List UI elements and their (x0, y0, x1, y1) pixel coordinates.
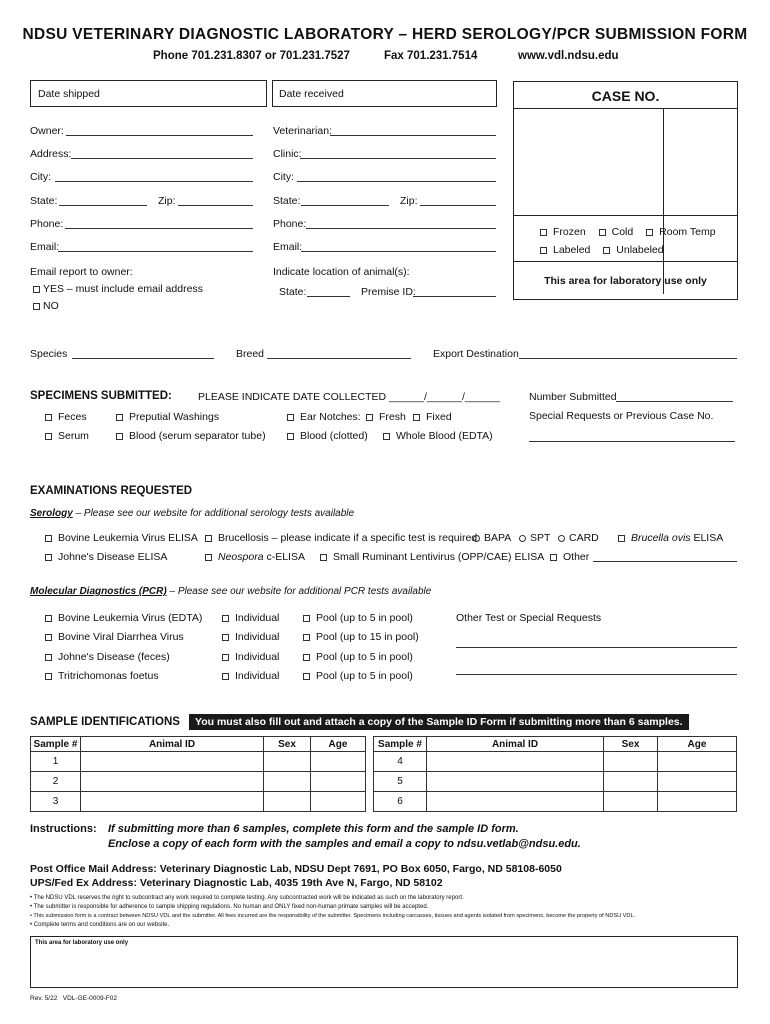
cold-label: Cold (611, 226, 634, 238)
owner-input[interactable] (66, 135, 253, 136)
feces-label: Feces (58, 411, 87, 423)
vet-state-input[interactable] (301, 205, 389, 206)
number-submitted-label: Number Submitted (529, 391, 617, 403)
individual-option (222, 612, 279, 624)
divider (514, 215, 737, 216)
samples-heading: SAMPLE IDENTIFICATIONS (30, 716, 180, 728)
brucella-ovis-label: Brucella ovis (631, 532, 691, 544)
vet-city-label: City: (273, 171, 294, 183)
frozen-label: Frozen (553, 226, 586, 238)
preputial-checkbox[interactable] (116, 414, 123, 421)
vet-zip-label: Zip: (400, 195, 418, 207)
serum-option (45, 430, 89, 442)
card-label: CARD (569, 532, 599, 544)
blv-elisa-option (45, 532, 198, 544)
feces-checkbox[interactable] (45, 414, 52, 421)
age-cell[interactable] (658, 792, 737, 812)
age-cell[interactable] (311, 772, 366, 792)
pcr-label: Molecular Diagnostics (PCR) (30, 586, 167, 597)
ear-notches-option (287, 411, 361, 423)
veterinarian-input[interactable] (330, 135, 496, 136)
preputial-label: Preputial Washings (129, 411, 220, 423)
pcr-note: – Please see our website for additional PCR tests available (166, 586, 432, 597)
form-title: NDSU VETERINARY DIAGNOSTIC LABORATORY – HERD SEROLOGY/PCR SUBMISSION FORM (22, 26, 748, 43)
owner-label: Owner: (30, 125, 64, 137)
unlabeled-label: Unlabeled (616, 244, 664, 256)
blood-sep-checkbox[interactable] (116, 433, 123, 440)
c-elisa-label: c-ELISA (266, 551, 305, 563)
srlv-option (320, 551, 544, 563)
labeled-checkbox[interactable] (540, 247, 547, 254)
blood-clotted-option (287, 430, 368, 442)
ups-address: UPS/Fed Ex Address: Veterinary Diagnostic Lab, 4035 19th Ave N, Fargo, ND 58102 (30, 877, 443, 889)
blood-sep-option (116, 430, 266, 442)
export-input[interactable] (519, 358, 737, 359)
city-label: City: (30, 171, 51, 183)
date-shipped-field[interactable] (30, 80, 267, 107)
pcr-test-option (45, 651, 170, 663)
pool-option (303, 631, 419, 643)
labeled-label: Labeled (553, 244, 591, 256)
clinic-label: Clinic: (273, 148, 302, 160)
zip-label: Zip: (158, 195, 176, 207)
vet-email-label: Email: (273, 241, 303, 253)
room-temp-checkbox[interactable] (646, 229, 653, 236)
fax-number: Fax 701.231.7514 (384, 50, 478, 62)
frozen-checkbox[interactable] (540, 229, 547, 236)
other-serology-label: Other (563, 551, 590, 563)
fixed-checkbox[interactable] (413, 414, 420, 421)
individual-label: Individual (235, 612, 280, 624)
pool-label: Pool (up to 5 in pool) (316, 670, 413, 682)
serology-note: – Please see our website for additional serology tests available (72, 508, 355, 519)
other-test-label: Other Test or Special Requests (456, 612, 602, 624)
table-row (31, 772, 366, 792)
individual-checkbox[interactable] (222, 615, 229, 622)
phone-numbers: Phone 701.231.8307 or 701.231.7527 (153, 50, 350, 62)
other-serology-option (550, 551, 589, 563)
pcr-test-label: Bovine Leukemia Virus (EDTA) (58, 612, 203, 624)
individual-label: Individual (235, 670, 280, 682)
individual-option (222, 651, 279, 663)
neospora-checkbox[interactable] (205, 554, 212, 561)
bapa-radio[interactable] (473, 535, 480, 542)
srlv-label: Small Ruminant Lentivirus (OPP/CAE) ELISA (333, 551, 545, 563)
premise-id-input[interactable] (413, 296, 496, 297)
fixed-option (413, 411, 452, 423)
form-code: VDL-GE-0009-F02 (62, 995, 117, 1002)
pool-checkbox[interactable] (303, 634, 310, 641)
blv-elisa-checkbox[interactable] (45, 535, 52, 542)
date-received-field[interactable] (272, 80, 497, 107)
serum-checkbox[interactable] (45, 433, 52, 440)
sex-cell[interactable] (604, 772, 658, 792)
unlabeled-checkbox[interactable] (603, 247, 610, 254)
pcr-test-checkbox[interactable] (45, 673, 52, 680)
phone-input[interactable] (65, 228, 253, 229)
export-label: Export Destination (433, 348, 519, 360)
label-options (540, 244, 664, 256)
individual-checkbox[interactable] (222, 634, 229, 641)
neospora-label: Neospora (218, 551, 264, 563)
serology-line (30, 508, 354, 519)
sample-number: 4 (374, 752, 427, 772)
lab-use-box (30, 936, 738, 988)
email-report-label: Email report to owner: (30, 266, 133, 278)
table-row (374, 752, 737, 772)
spt-option (519, 532, 550, 544)
loc-state-input[interactable] (307, 296, 350, 297)
cold-checkbox[interactable] (599, 229, 606, 236)
col-header: Sex (264, 737, 311, 752)
pool-option (303, 612, 413, 624)
specimens-heading: SPECIMENS SUBMITTED: (30, 390, 172, 402)
email-yes-option (33, 283, 203, 295)
sex-cell[interactable] (264, 752, 311, 772)
species-input[interactable] (72, 358, 214, 359)
card-option (558, 532, 599, 544)
email-no-checkbox[interactable] (33, 303, 40, 310)
brucellosis-label: Brucellosis – please indicate if a specific test is required: (218, 532, 481, 544)
revision-date: Rev. 5/22 (30, 995, 58, 1002)
sex-cell[interactable] (264, 792, 311, 812)
sex-cell[interactable] (604, 792, 658, 812)
vet-phone-label: Phone: (273, 218, 307, 230)
col-header: Age (311, 737, 366, 752)
table-row (31, 792, 366, 812)
address-label: Address: (30, 148, 72, 160)
sample-number: 5 (374, 772, 427, 792)
table-row (31, 752, 366, 772)
location-label: Indicate location of animal(s): (273, 266, 410, 278)
pool-option (303, 651, 413, 663)
feces-option (45, 411, 87, 423)
spt-radio[interactable] (519, 535, 526, 542)
animal-id-cell[interactable] (427, 772, 604, 792)
premise-id-label: Premise ID: (361, 286, 416, 298)
neospora-option (205, 551, 305, 563)
sample-form-banner: You must also fill out and attach a copy of the Sample ID Form if submitting more than 6 samples. (189, 714, 689, 730)
fresh-label: Fresh (379, 411, 406, 423)
table-row (374, 792, 737, 812)
col-header: Animal ID (427, 737, 604, 752)
number-submitted-input[interactable] (616, 401, 733, 402)
vet-phone-input[interactable] (306, 228, 496, 229)
breed-input[interactable] (267, 358, 411, 359)
breed-label: Breed (236, 348, 265, 360)
email-input[interactable] (58, 251, 253, 252)
email-label: Email: (30, 241, 60, 253)
card-radio[interactable] (558, 535, 565, 542)
vet-state-label: State: (273, 195, 301, 207)
bapa-option (473, 532, 511, 544)
special-requests-label: Special Requests or Previous Case No. (529, 410, 714, 422)
preputial-option (116, 411, 219, 423)
col-header: Age (658, 737, 737, 752)
col-header: Sex (604, 737, 658, 752)
col-header: Animal ID (81, 737, 264, 752)
whole-blood-label: Whole Blood (EDTA) (396, 430, 493, 442)
date-received-label: Date received (279, 88, 344, 100)
pcr-test-label: Bovine Viral Diarrhea Virus (58, 631, 184, 643)
pcr-test-option (45, 631, 184, 643)
case-number-box (513, 81, 738, 300)
species-label: Species (30, 348, 68, 360)
note-item: • The submitter is responsible for adherence to sample shipping regulations. No human and ONLY fixed non-human primate samples will be accepted. (30, 904, 429, 910)
brucella-ovis-checkbox[interactable] (618, 535, 625, 542)
email-no-option (33, 300, 59, 312)
individual-label: Individual (235, 631, 280, 643)
animal-id-cell[interactable] (81, 772, 264, 792)
sample-number: 6 (374, 792, 427, 812)
lab-use-box-label: This area for laboratory use only (35, 940, 129, 946)
temperature-options (540, 226, 716, 238)
divider (514, 108, 737, 109)
individual-option (222, 631, 279, 643)
sample-table-right (373, 736, 737, 812)
age-cell[interactable] (658, 772, 737, 792)
phone-label: Phone: (30, 218, 64, 230)
vet-zip-input[interactable] (420, 205, 496, 206)
brucella-ovis-option (618, 532, 723, 544)
serology-label: Serology (30, 508, 73, 519)
blood-clotted-label: Blood (clotted) (300, 430, 368, 442)
other-serology-checkbox[interactable] (550, 554, 557, 561)
individual-checkbox[interactable] (222, 673, 229, 680)
pool-checkbox[interactable] (303, 615, 310, 622)
spt-label: SPT (530, 532, 551, 544)
state-input[interactable] (59, 205, 147, 206)
lab-use-note: This area for laboratory use only (544, 275, 707, 287)
brucellosis-checkbox[interactable] (205, 535, 212, 542)
room-temp-label: Room Temp (659, 226, 716, 238)
fixed-label: Fixed (426, 411, 452, 423)
johnes-elisa-checkbox[interactable] (45, 554, 52, 561)
pcr-test-checkbox[interactable] (45, 615, 52, 622)
animal-id-cell[interactable] (81, 752, 264, 772)
sex-cell[interactable] (264, 772, 311, 792)
blv-elisa-label: Bovine Leukemia Virus ELISA (58, 532, 198, 544)
pcr-line (30, 586, 431, 597)
pcr-test-checkbox[interactable] (45, 634, 52, 641)
pool-checkbox[interactable] (303, 673, 310, 680)
animal-id-cell[interactable] (427, 752, 604, 772)
sample-table-left (30, 736, 366, 812)
col-header: Sample # (31, 737, 81, 752)
fresh-checkbox[interactable] (366, 414, 373, 421)
ear-notches-label: Ear Notches: (300, 411, 361, 423)
pool-option (303, 670, 413, 682)
vet-email-input[interactable] (301, 251, 496, 252)
sample-number: 2 (31, 772, 81, 792)
po-address: Post Office Mail Address: Veterinary Diagnostic Lab, NDSU Dept 7691, PO Box 6050, Fargo, ND 58108-6050 (30, 863, 562, 875)
ear-notches-checkbox[interactable] (287, 414, 294, 421)
srlv-checkbox[interactable] (320, 554, 327, 561)
pcr-test-label: Tritrichomonas foetus (58, 670, 159, 682)
state-label: State: (30, 195, 58, 207)
instructions-label: Instructions: (30, 823, 97, 835)
individual-option (222, 670, 279, 682)
other-test-input[interactable] (456, 674, 737, 675)
whole-blood-checkbox[interactable] (383, 433, 390, 440)
individual-label: Individual (235, 651, 280, 663)
animal-id-cell[interactable] (427, 792, 604, 812)
pcr-test-label: Johne's Disease (feces) (58, 651, 170, 663)
note-item: • This submission form is a contract between NDSU VDL and the submitter. All fees incurred are the responsibility of the submitter. Specimens including carcasses, tissues and agents isolated from specimens, become the property of NDSU VDL. (30, 913, 636, 919)
individual-checkbox[interactable] (222, 654, 229, 661)
address-input[interactable] (71, 158, 253, 159)
bapa-label: BAPA (484, 532, 512, 544)
date-collected-note: PLEASE INDICATE DATE COLLECTED ______/______/______ (198, 391, 500, 403)
col-header: Sample # (374, 737, 427, 752)
pool-label: Pool (up to 5 in pool) (316, 612, 413, 624)
fresh-option (366, 411, 406, 423)
pcr-test-checkbox[interactable] (45, 654, 52, 661)
divider (663, 108, 664, 294)
pcr-test-option (45, 670, 159, 682)
email-no-label: NO (43, 300, 59, 312)
elisa-label: ELISA (693, 532, 724, 544)
other-test-input[interactable] (456, 647, 737, 648)
table-row (374, 772, 737, 792)
divider (514, 261, 737, 262)
exams-heading: EXAMINATIONS REQUESTED (30, 485, 193, 497)
blood-clotted-checkbox[interactable] (287, 433, 294, 440)
zip-input[interactable] (178, 205, 253, 206)
email-yes-checkbox[interactable] (33, 286, 40, 293)
johnes-elisa-option (45, 551, 167, 563)
vet-city-input[interactable] (297, 181, 496, 182)
age-cell[interactable] (311, 752, 366, 772)
email-yes-label: YES – must include email address (43, 283, 203, 295)
pool-label: Pool (up to 5 in pool) (316, 651, 413, 663)
sample-number: 1 (31, 752, 81, 772)
animal-id-cell[interactable] (81, 792, 264, 812)
age-cell[interactable] (658, 752, 737, 772)
sample-number: 3 (31, 792, 81, 812)
terms-notes (30, 894, 750, 930)
clinic-input[interactable] (300, 158, 496, 159)
case-no-label: CASE NO. (591, 88, 660, 104)
date-shipped-label: Date shipped (38, 88, 100, 100)
other-serology-input[interactable] (593, 561, 737, 562)
sex-cell[interactable] (604, 752, 658, 772)
note-item: • Complete terms and conditions are on our website. (30, 922, 170, 928)
whole-blood-option (383, 430, 493, 442)
age-cell[interactable] (311, 792, 366, 812)
revision (30, 995, 117, 1002)
blood-sep-label: Blood (serum separator tube) (129, 430, 266, 442)
loc-state-label: State: (279, 286, 307, 298)
instructions-line-2: Enclose a copy of each form with the samples and email a copy to ndsu.vetlab@ndsu.edu. (108, 838, 581, 850)
special-requests-input[interactable] (529, 441, 735, 442)
note-item: • The NDSU VDL reserves the right to subcontract any work required to complete testing. Any subcontracted work will be indicated as such on the laboratory report. (30, 895, 464, 901)
brucellosis-option (205, 532, 480, 544)
city-input[interactable] (55, 181, 253, 182)
pool-checkbox[interactable] (303, 654, 310, 661)
instructions-line-1: If submitting more than 6 samples, complete this form and the sample ID form. (108, 823, 519, 835)
pool-label: Pool (up to 15 in pool) (316, 631, 419, 643)
pcr-test-option (45, 612, 202, 624)
johnes-elisa-label: Johne's Disease ELISA (58, 551, 168, 563)
serum-label: Serum (58, 430, 89, 442)
veterinarian-label: Veterinarian: (273, 125, 332, 137)
website: www.vdl.ndsu.edu (518, 50, 619, 62)
